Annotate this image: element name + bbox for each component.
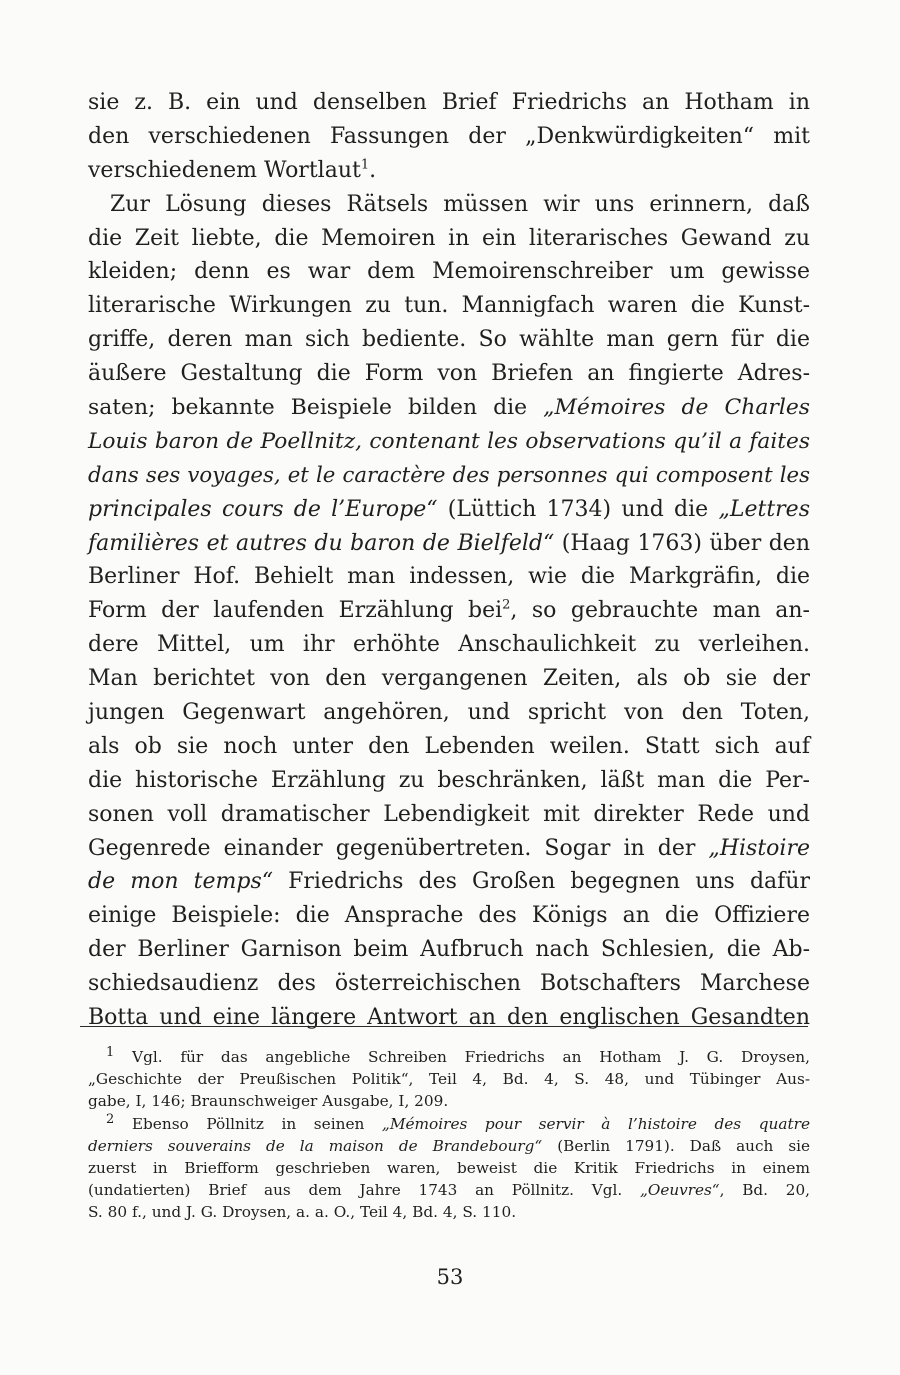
text-segment: Vgl. für das angebliche Schreiben Friedrichs an Hotham J. G. Droysen, [114, 1048, 810, 1066]
footnote-marker: 2 [502, 598, 511, 614]
body-text-line [88, 323, 810, 357]
text-segment: kleiden; denn es war dem Memoirenschreiber um gewisse [88, 259, 810, 285]
body-text-line [88, 899, 810, 933]
body-text-line [88, 730, 810, 764]
body-text-line [88, 459, 810, 493]
italic-text: familières et autres du baron de Bielfeld“ [88, 530, 555, 556]
footnote-line [88, 1201, 810, 1223]
text-segment: Zur Lösung dieses Rätsels müssen wir uns erinnern, daß [110, 191, 810, 217]
text-segment: Man berichtet von den vergangenen Zeiten, als ob sie der [88, 666, 810, 692]
italic-text: „Lettres [718, 496, 810, 522]
footnote-line [88, 1135, 810, 1157]
text-segment: , so gebrauchte man an- [510, 598, 810, 624]
body-text-line [88, 798, 810, 832]
body-text-line [88, 425, 810, 459]
italic-text: „Histoire [708, 835, 810, 861]
footnote-line [88, 1157, 810, 1179]
body-text-line [88, 560, 810, 594]
text-segment: als ob sie noch unter den Lebenden weilen. Statt sich auf [88, 733, 810, 759]
italic-text: de mon temps“ [88, 869, 273, 895]
body-text-line [88, 188, 810, 222]
body-text-line [88, 628, 810, 662]
body-text-line [88, 222, 810, 256]
italic-text: principales cours de l’Europe“ [88, 496, 438, 522]
text-segment: Botta und eine längere Antwort an den englischen Gesandten [88, 1005, 810, 1031]
italic-text: derniers souverains de la maison de Brandebourg“ [88, 1136, 543, 1155]
footnote-line [88, 1113, 810, 1135]
italic-text: „Mémoires pour servir à l’histoire des quatre [381, 1114, 810, 1133]
text-segment: Form der laufenden Erzählung bei [88, 598, 503, 624]
text-segment: „Geschichte der Preußischen Politik“, Teil 4, Bd. 4, S. 48, und Tübinger Aus- [88, 1070, 810, 1089]
italic-text: „Mémoires de Charles [543, 395, 811, 421]
text-segment: Friedrichs des Großen begegnen uns dafür [273, 869, 810, 895]
text-segment: (Haag 1763) über den [554, 530, 810, 556]
footnote-marker: 1 [106, 1044, 115, 1060]
body-text-line [88, 527, 810, 561]
text-segment: saten; bekannte Beispiele bilden die [88, 395, 544, 421]
text-segment: die Zeit liebte, die Memoiren in ein literarisches Gewand zu [88, 225, 810, 251]
text-segment: die historische Erzählung zu beschränken, läßt man die Per- [88, 767, 810, 793]
text-segment: äußere Gestaltung die Form von Briefen an fingierte Adres- [88, 361, 810, 387]
body-text-line [88, 357, 810, 391]
footnote-marker: 1 [360, 157, 370, 173]
text-segment: . [369, 157, 377, 183]
body-text-line [88, 764, 810, 798]
body-text-line [88, 933, 810, 967]
text-segment: dere Mittel, um ihr erhöhte Anschaulichkeit zu verleihen. [88, 632, 810, 658]
body-text-line [88, 594, 810, 628]
text-segment: , Bd. 20, [719, 1181, 810, 1200]
body-text-line [88, 86, 810, 120]
body-text-line [88, 662, 810, 696]
text-segment: gabe, I, 146; Braunschweiger Ausgabe, I, 209. [88, 1092, 449, 1111]
footnote-line [88, 1068, 810, 1090]
footnote-marker: 2 [106, 1111, 115, 1127]
text-segment: sie z. B. ein und denselben Brief Friedrichs an Hotham in [88, 90, 810, 115]
body-text-line [88, 493, 810, 527]
body-text-line [88, 391, 810, 425]
text-segment: schiedsaudienz des österreichischen Botschafters Marchese [88, 971, 810, 997]
text-segment: der Berliner Garnison beim Aufbruch nach Schlesien, die Ab- [88, 937, 810, 963]
text-segment: Ebenso Pöllnitz in seinen [114, 1114, 382, 1133]
text-segment: einige Beispiele: die Ansprache des Königs an die Offiziere [88, 903, 810, 929]
text-segment: literarische Wirkungen zu tun. Mannigfach waren die Kunst- [88, 293, 810, 319]
text-segment: griffe, deren man sich bediente. So wählte man gern für die [88, 327, 810, 353]
body-text-line [88, 1001, 810, 1035]
body-text-line [88, 832, 810, 866]
text-segment: jungen Gegenwart angehören, und spricht von den Toten, [88, 700, 810, 726]
italic-text: dans ses voyages, et le caractère des personnes qui composent les [88, 462, 810, 488]
body-text-line [88, 120, 810, 154]
italic-text: „Oeuvres“ [639, 1181, 720, 1200]
footnotes [88, 1046, 810, 1224]
body-text-line [88, 967, 810, 1001]
footnote-line [88, 1046, 810, 1068]
body-text-line [88, 255, 810, 289]
body-text-line [88, 865, 810, 899]
text-segment: Gegenrede einander gegenübertreten. Sogar in der [88, 835, 709, 861]
text-segment: Berliner Hof. Behielt man indessen, wie die Markgräfin, die [88, 564, 810, 590]
text-segment: zuerst in Briefform geschrieben waren, beweist die Kritik Friedrichs in einem [88, 1158, 810, 1177]
body-text-line [88, 696, 810, 730]
page-number: 53 [436, 1265, 464, 1289]
body-text-line [88, 154, 810, 188]
text-segment: den verschiedenen Fassungen der „Denkwürdigkeiten“ mit [88, 123, 810, 149]
footnote-line [88, 1179, 810, 1201]
text-segment: verschiedenem Wortlaut [88, 157, 361, 183]
text-segment: S. 80 f., und J. G. Droysen, a. a. O., Teil 4, Bd. 4, S. 110. [88, 1203, 517, 1222]
text-segment: (Lüttich 1734) und die [437, 496, 719, 522]
footnote-separator-rule [80, 1026, 808, 1027]
body-text-line [88, 289, 810, 323]
footnote-line [88, 1090, 810, 1112]
text-segment: (Berlin 1791). Daß auch sie [542, 1136, 810, 1155]
body-text [88, 86, 810, 1035]
text-segment: sonen voll dramatischer Lebendigkeit mit direkter Rede und [88, 801, 810, 827]
italic-text: Louis baron de Poellnitz, contenant les observations qu’il a faites [88, 428, 810, 454]
text-segment: (undatierten) Brief aus dem Jahre 1743 an Pöllnitz. Vgl. [88, 1181, 640, 1200]
